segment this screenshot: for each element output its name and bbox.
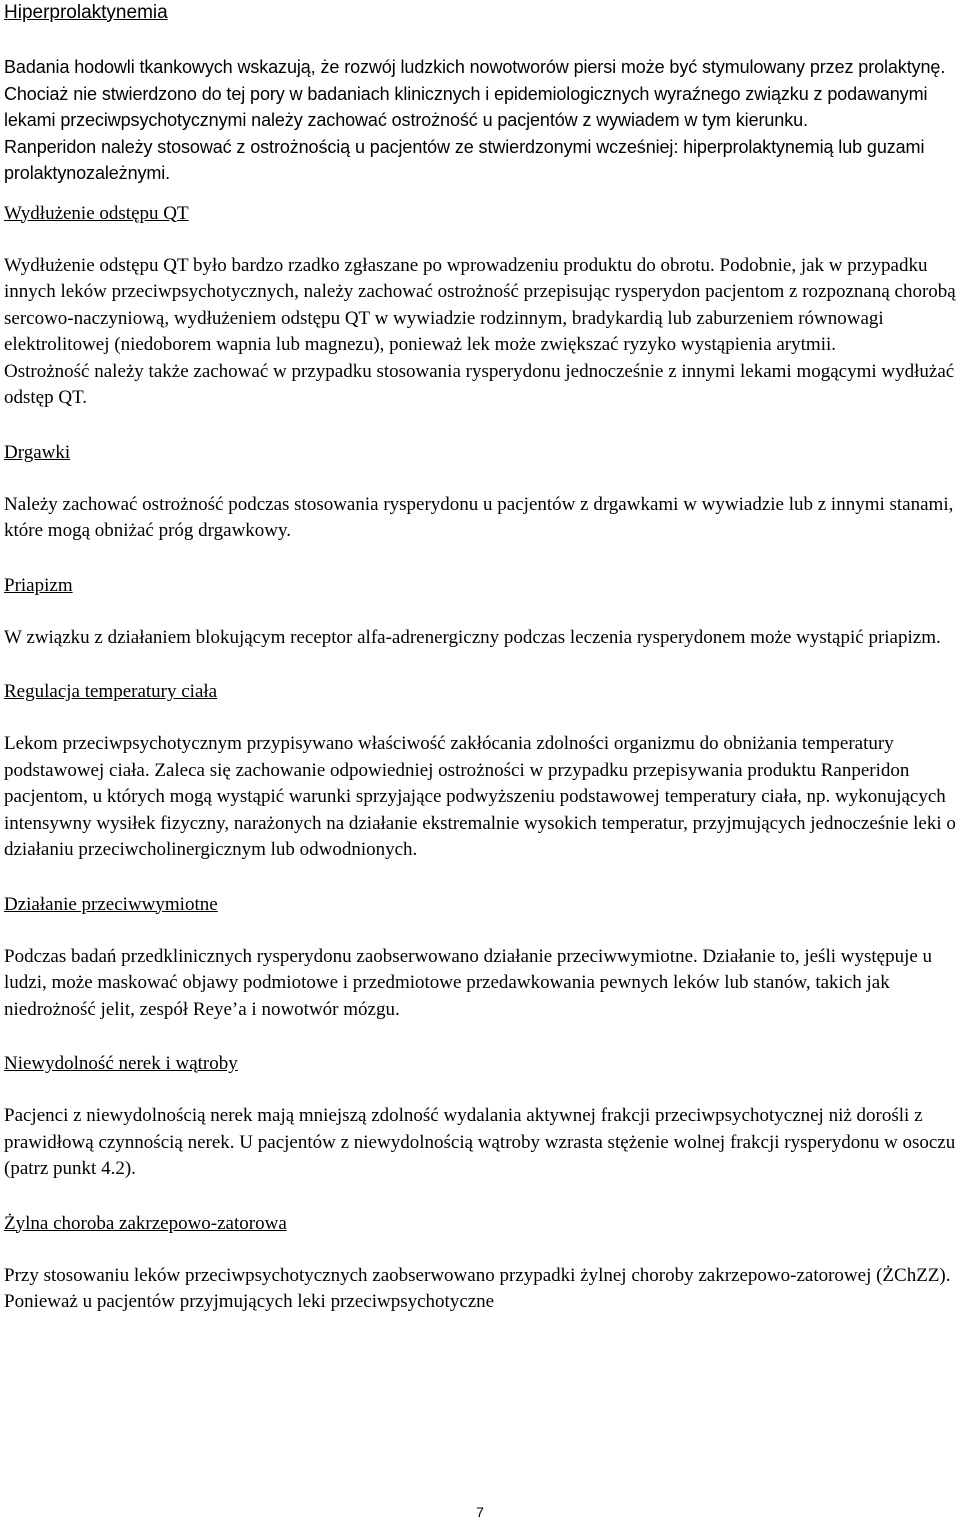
paragraph-renal-hepatic-impairment: Pacjenci z niewydolnością nerek mają mniejszą zdolność wydalania aktywnej frakcji przeciwpsychotycznej niż dorośli z prawidłową czynnością nerek. U pacjentów z niewydolnością wątroby wzrasta stężenie wolnej frakcji rysperydonu w osoczu (patrz punkt 4.2). (4, 1105, 956, 1179)
heading-priapism: Priapizm (4, 574, 73, 596)
paragraph-temperature-regulation: Lekom przeciwpsychotycznym przypisywano właściwość zakłócania zdolności organizmu do obniżania temperatury podstawowej ciała. Zaleca się zachowanie odpowiedniej ostrożności w przypadku przepisywania produktu Ranperidon pacjentom, u których mogą wystąpić warunki sprzyjające podwyższeniu podstawowej temperatury ciała, np. wykonujących intensywny wysiłek fizyczny, narażonych na działanie ekstremalnie wysokich temperatur, przyjmujących jednocześnie leki o działaniu przeciwcholinergicznym lub odwodnionych. (4, 733, 956, 860)
heading-seizures: Drgawki (4, 441, 71, 463)
heading-temperature-regulation: Regulacja temperatury ciała (4, 681, 218, 702)
heading-renal-hepatic-impairment: Niewydolność nerek i wątroby (4, 1053, 238, 1074)
paragraph-qt-1: Wydłużenie odstępu QT było bardzo rzadko zgłaszane po wprowadzeniu produktu do obrotu. Podobnie, jak w przypadku innych leków przeciwpsychotycznych, należy zachować ostrożność przepisując rysperydon pacjentom z rozpoznaną chorobą sercowo-naczyniową, wydłużeniem odstępu QT w wywiadzie rodzinnym, bradykardią lub zaburzeniem równowagi elektrolitowej (niedoborem wapnia lub magnezu), ponieważ lek może zwiększać ryzyko wystąpienia arytmii. (4, 254, 956, 355)
paragraph-hyperprolactinemia-1: Badania hodowli tkankowych wskazują, że rozwój ludzkich nowotworów piersi może być stymulowany przez prolaktynę. Chociaż nie stwierdzono do tej pory w badaniach klinicznych i epidemiologicznych wyraźnego związku z podawanymi lekami przeciwpsychotycznymi należy zachować ostrożność u pacjentów z wywiadem w tym kierunku. (4, 57, 946, 130)
paragraph-seizures: Należy zachować ostrożność podczas stosowania rysperydonu u pacjentów z drgawkami w wywiadzie lub z innymi stanami, które mogą obniżać próg drgawkowy. (4, 493, 954, 541)
paragraph-hyperprolactinemia-2: Ranperidon należy stosować z ostrożnością u pacjentów ze stwierdzonymi wcześniej: hiperprolaktynemią lub guzami prolaktynozależnymi. (4, 136, 925, 183)
paragraph-qt-2: Ostrożność należy także zachować w przypadku stosowania rysperydonu jednocześnie z innymi lekami mogącymi wydłużać odstęp QT. (4, 360, 955, 408)
heading-qt-prolongation: Wydłużenie odstępu QT (4, 202, 189, 224)
paragraph-priapism: W związku z działaniem blokującym receptor alfa-adrenergiczny podczas leczenia rysperydonem może wystąpić priapizm. (4, 626, 941, 648)
heading-antiemetic-effect: Działanie przeciwwymiotne (4, 893, 218, 915)
paragraph-venous-thromboembolism: Przy stosowaniu leków przeciwpsychotycznych zaobserwowano przypadki żylnej choroby zakrzepowo-zatorowej (ŻChZZ). Ponieważ u pacjentów przyjmujących leki przeciwpsychotyczne (4, 1264, 951, 1312)
heading-venous-thromboembolism: Żylna choroba zakrzepowo-zatorowa (4, 1212, 287, 1234)
paragraph-antiemetic-effect: Podczas badań przedklinicznych rysperydonu zaobserwowano działanie przeciwwymiotne. Działanie to, jeśli występuje u ludzi, może maskować objawy podmiotowe i przedmiotowe przedawkowania pewnych leków lub stanów, takich jak niedrożność jelit, zespół Reye’a i nowotwór mózgu. (4, 945, 933, 1020)
heading-hyperprolactinemia: Hiperprolaktynemia (4, 2, 168, 23)
page-number: 7 (476, 1504, 484, 1520)
document-page (4, 0, 958, 1316)
